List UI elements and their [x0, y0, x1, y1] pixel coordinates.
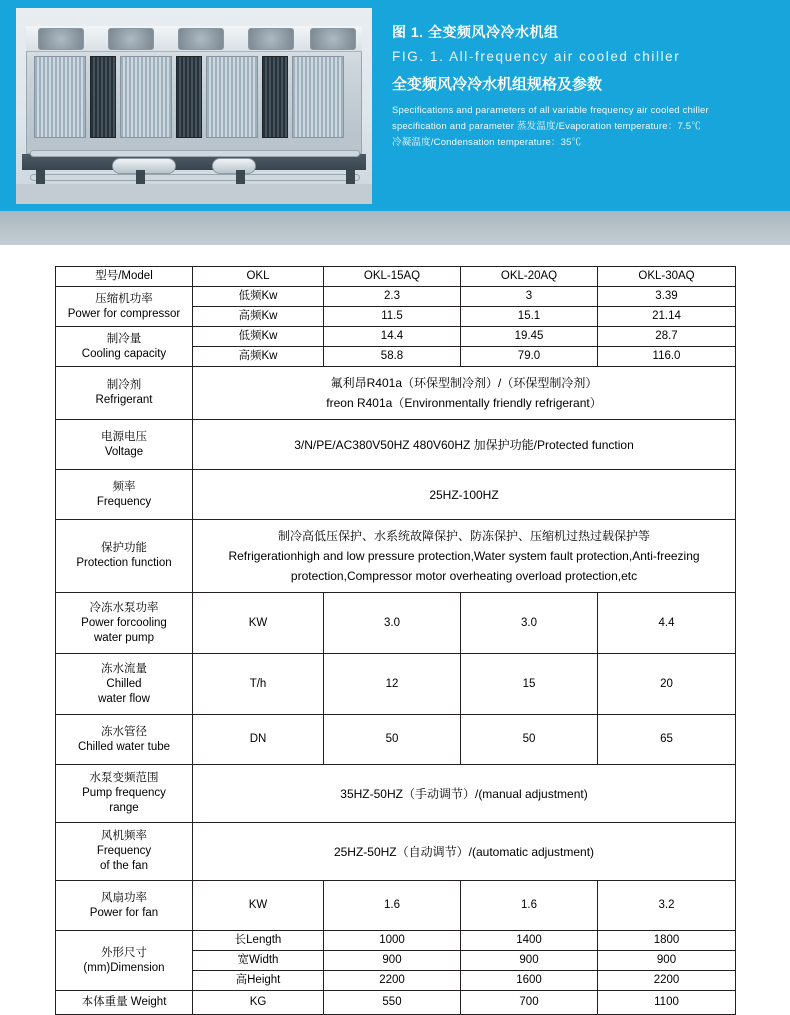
- figure-caption-cn: 图 1. 全变频风冷冷水机组: [392, 24, 559, 40]
- row-label-cn: 冻水管径: [101, 725, 147, 738]
- row-label-en-1: Frequency: [96, 845, 152, 857]
- row-unit: 低频Kw: [193, 287, 324, 307]
- cell-value: 2200: [324, 971, 461, 991]
- cell-value: 79.0: [461, 347, 598, 367]
- cell-value: 3.0: [324, 593, 461, 654]
- banner-subtitle-line-2: specification and parameter 蒸发温度/Evaporation temperature：7.5℃: [392, 121, 701, 132]
- row-unit: KG: [193, 991, 324, 1015]
- span-line-2: Refrigerationhigh and low pressure protection,Water system fault protection,Anti-freezing: [228, 549, 700, 563]
- cell-value: 1.6: [324, 881, 461, 931]
- table-row: [56, 654, 736, 715]
- row-label-frequency: [56, 470, 193, 520]
- row-unit: 高频Kw: [193, 307, 324, 327]
- cell-value: 900: [324, 951, 461, 971]
- span-line-1: 制冷高低压保护、水系统故障保护、防冻保护、压缩机过热过载保护等: [277, 529, 650, 543]
- fan-icon: [108, 28, 154, 50]
- condenser-grille: [206, 56, 258, 138]
- cell-span-frequency: 25HZ-100HZ: [193, 470, 736, 520]
- row-label-cn: 冻水流量: [101, 662, 147, 675]
- row-unit: KW: [193, 881, 324, 931]
- span-line-3: protection,Compressor motor overheating overload protection,etc: [290, 569, 638, 583]
- header-model-1: OKL-15AQ: [324, 267, 461, 287]
- row-unit: T/h: [193, 654, 324, 715]
- cell-value: 11.5: [324, 307, 461, 327]
- row-label-en-1: Chilled water tube: [77, 740, 171, 753]
- cell-value: 1.6: [461, 881, 598, 931]
- row-label-en: Refrigerant: [95, 394, 153, 406]
- row-unit: 宽Width: [193, 951, 324, 971]
- figure-caption-en: FIG. 1. All-frequency air cooled chiller: [392, 49, 681, 64]
- row-label-power-for-cooling-water-pump: [56, 593, 193, 654]
- row-label-cn: 风扇功率: [101, 891, 147, 904]
- table-row: [56, 823, 736, 881]
- table-row: [56, 287, 736, 307]
- row-label-en-2: water flow: [98, 692, 150, 705]
- cell-value: 15.1: [461, 307, 598, 327]
- cell-value: 14.4: [324, 327, 461, 347]
- cell-span-voltage: 3/N/PE/AC380V50HZ 480V60HZ 加保护功能/Protected function: [193, 420, 736, 470]
- cell-value: 550: [324, 991, 461, 1015]
- row-label-en-1: Pump frequency: [82, 787, 166, 799]
- table-row: [56, 327, 736, 347]
- table-row: [56, 367, 736, 420]
- row-label-power-for-compressor: [56, 287, 193, 327]
- row-label-pump-frequency-range: [56, 765, 193, 823]
- row-unit: 长Length: [193, 931, 324, 951]
- row-label-cn: 制冷量: [106, 332, 142, 345]
- cell-value: 3.39: [598, 287, 736, 307]
- cell-value: 116.0: [598, 347, 736, 367]
- cell-value: 21.14: [598, 307, 736, 327]
- table-row: [56, 420, 736, 470]
- row-label-en-1: Chilled: [106, 677, 142, 690]
- row-unit: DN: [193, 715, 324, 765]
- header-banner: [0, 0, 790, 211]
- header-label: 型号/Model: [56, 267, 193, 287]
- condenser-coil: [176, 56, 202, 138]
- row-label-refrigerant: [56, 367, 193, 420]
- specification-table: [55, 266, 736, 1015]
- divider-strip: [0, 211, 790, 245]
- chiller-photo: [16, 8, 372, 204]
- cell-value: 12: [324, 654, 461, 715]
- cell-value: 700: [461, 991, 598, 1015]
- row-unit: 高Height: [193, 971, 324, 991]
- banner-text-block: [392, 22, 776, 151]
- cell-value: 15: [461, 654, 598, 715]
- table-row: [56, 470, 736, 520]
- cell-span-protection-function: [193, 520, 736, 593]
- cell-span-refrigerant: [193, 367, 736, 420]
- photo-ground: [16, 184, 372, 204]
- cell-value: 2200: [598, 971, 736, 991]
- pipe: [30, 174, 360, 181]
- row-label-cn: 制冷剂: [106, 379, 142, 391]
- banner-subtitle-line-1: Specifications and parameters of all variable frequency air cooled chiller: [392, 105, 709, 116]
- table-row: [56, 991, 736, 1015]
- row-label-dimension: [56, 931, 193, 991]
- row-unit: 低频Kw: [193, 327, 324, 347]
- banner-subtitle-line-3: 冷凝温度/Condensation temperature：35℃: [392, 137, 582, 148]
- condenser-grille: [34, 56, 86, 138]
- row-label-en: Frequency: [96, 495, 152, 508]
- row-label-power-for-fan: [56, 881, 193, 931]
- condenser-grille: [292, 56, 344, 138]
- condenser-coil: [90, 56, 116, 138]
- table-row: [56, 881, 736, 931]
- cell-value: 3.2: [598, 881, 736, 931]
- row-label-en-2: of the fan: [100, 860, 148, 872]
- row-label-en: Cooling capacity: [81, 347, 167, 360]
- row-label-cn: 频率: [112, 480, 136, 493]
- cell-value: 19.45: [461, 327, 598, 347]
- row-label-en: Voltage: [104, 445, 144, 458]
- cell-value: 2.3: [324, 287, 461, 307]
- header-model-2: OKL-20AQ: [461, 267, 598, 287]
- cell-value: 1400: [461, 931, 598, 951]
- table-header-row: [56, 267, 736, 287]
- row-label-cn: 风机频率: [101, 830, 147, 842]
- row-label-en: Protection function: [76, 557, 172, 569]
- table-row: [56, 931, 736, 951]
- banner-title-cn: 全变频风冷冷水机组规格及参数: [392, 76, 603, 93]
- cell-value: 900: [598, 951, 736, 971]
- fan-icon: [248, 28, 294, 50]
- cell-value: 58.8: [324, 347, 461, 367]
- cell-value: 3.0: [461, 593, 598, 654]
- row-label-cn: 电源电压: [101, 430, 147, 443]
- table-row: [56, 715, 736, 765]
- row-label-frequency-of-the-fan: [56, 823, 193, 881]
- condenser-grille: [120, 56, 172, 138]
- table-row: [56, 765, 736, 823]
- banner-subtitle: [392, 103, 776, 151]
- condenser-coil: [262, 56, 288, 138]
- row-label-cn: 水泵变频范围: [89, 772, 159, 784]
- table-row: [56, 520, 736, 593]
- row-label-en-1: Power for fan: [89, 906, 159, 919]
- row-label-en-1: Power forcooling: [81, 616, 167, 629]
- row-label-cn: 外形尺寸: [101, 946, 147, 959]
- cell-value: 65: [598, 715, 736, 765]
- divider-strip-fill: [0, 211, 790, 245]
- row-label-cooling-capacity: [56, 327, 193, 367]
- cell-span-pump-frequency-range: 35HZ-50HZ（手动调节）/(manual adjustment): [193, 765, 736, 823]
- fan-icon: [310, 28, 356, 50]
- row-label-en: Power for compressor: [67, 307, 181, 320]
- cell-value: 50: [324, 715, 461, 765]
- row-label-voltage: [56, 420, 193, 470]
- pipe: [30, 150, 360, 157]
- cell-value: 3: [461, 287, 598, 307]
- row-unit: 高频Kw: [193, 347, 324, 367]
- row-unit: KW: [193, 593, 324, 654]
- header-unit-col: OKL: [193, 267, 324, 287]
- row-label-chilled-water-flow: [56, 654, 193, 715]
- row-label-en-1: (mm)Dimension: [83, 961, 165, 974]
- header-model-3: OKL-30AQ: [598, 267, 736, 287]
- spec-table-wrapper: [0, 245, 790, 1015]
- cell-value: 1800: [598, 931, 736, 951]
- water-tank: [212, 158, 256, 174]
- table-row: [56, 593, 736, 654]
- cell-value: 1000: [324, 931, 461, 951]
- row-label-cn: 冷冻水泵功率: [89, 601, 159, 614]
- row-label-cn: 保护功能: [101, 542, 147, 554]
- row-label-weight: 本体重量 Weight: [56, 991, 193, 1015]
- cell-value: 20: [598, 654, 736, 715]
- cell-value: 1100: [598, 991, 736, 1015]
- span-line-1: 氟利昂R401a（环保型制冷剂）/（环保型制冷剂）: [330, 376, 598, 390]
- row-label-en-2: range: [109, 802, 139, 814]
- cell-span-frequency-of-the-fan: 25HZ-50HZ（自动调节）/(automatic adjustment): [193, 823, 736, 881]
- fan-icon: [38, 28, 84, 50]
- span-line-2: freon R401a（Environmentally friendly refrigerant）: [326, 396, 602, 410]
- cell-value: 50: [461, 715, 598, 765]
- fan-icon: [178, 28, 224, 50]
- cell-value: 1600: [461, 971, 598, 991]
- cell-value: 28.7: [598, 327, 736, 347]
- cell-value: 900: [461, 951, 598, 971]
- row-label-cn: 压缩机功率: [95, 292, 153, 305]
- row-label-en-2: water pump: [93, 631, 155, 644]
- row-label-chilled-water-tube: [56, 715, 193, 765]
- cell-value: 4.4: [598, 593, 736, 654]
- row-label-protection-function: [56, 520, 193, 593]
